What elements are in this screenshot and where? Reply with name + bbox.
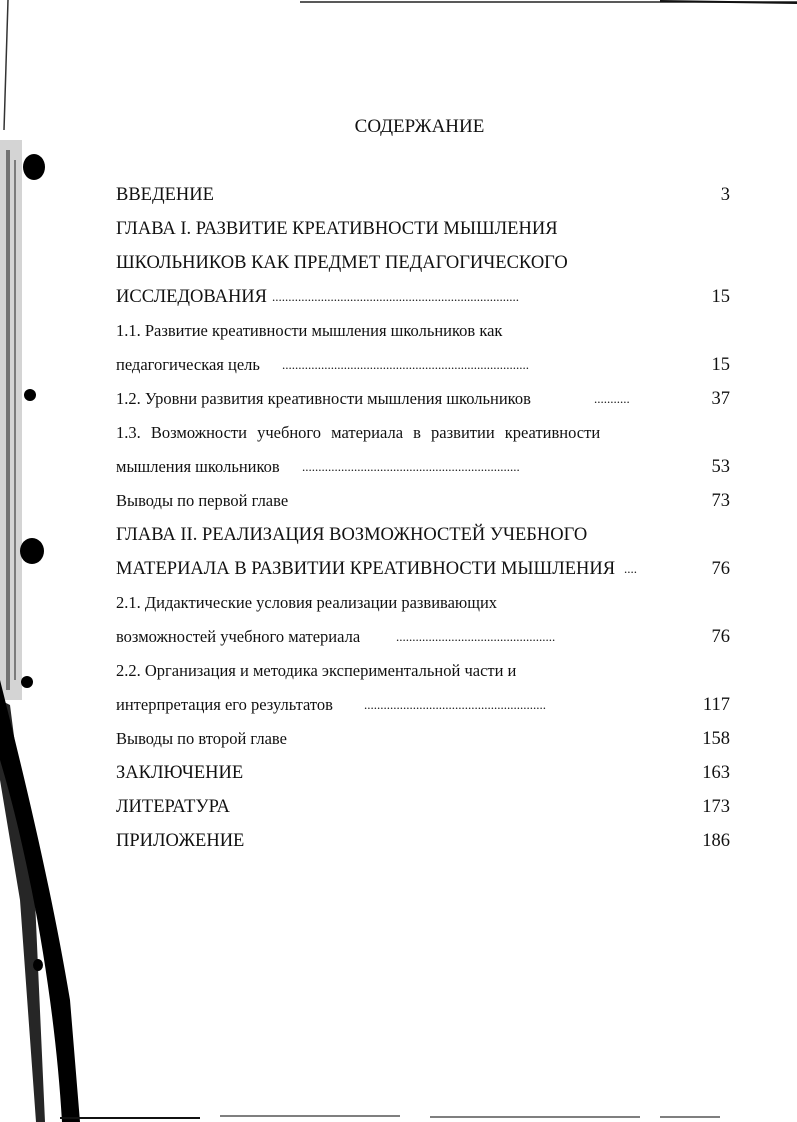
- toc-entry-page: 158: [702, 729, 730, 749]
- toc-entry: [116, 692, 730, 718]
- toc-entry-page: 53: [711, 457, 730, 477]
- toc-entry-page: 3: [720, 185, 730, 205]
- toc-entry-leader: ............................................................................: [282, 357, 529, 372]
- toc-entry: [116, 488, 730, 514]
- toc-entry-text: 2.2. Организация и методика экспериментальной части и: [116, 661, 517, 680]
- toc-entry-leader: ........................................................: [364, 697, 546, 712]
- toc-entry-text: ГЛАВА I. РАЗВИТИЕ КРЕАТИВНОСТИ МЫШЛЕНИЯ: [116, 219, 558, 239]
- toc-entry: [116, 590, 730, 616]
- toc-entry-page: 73: [711, 491, 730, 511]
- toc-entry-text: мышления школьников: [116, 457, 280, 476]
- toc-entry-text: Выводы по второй главе: [116, 729, 287, 748]
- toc-entry-page: 37: [711, 389, 730, 409]
- toc-entry-page: 173: [702, 797, 730, 817]
- toc-entry-leader: .................................................: [396, 629, 556, 644]
- toc-entry: [116, 352, 730, 378]
- toc-entry-leader: ....: [624, 561, 637, 576]
- toc-entry-text: ШКОЛЬНИКОВ КАК ПРЕДМЕТ ПЕДАГОГИЧЕСКОГО: [116, 253, 568, 273]
- toc-entry: [116, 522, 730, 548]
- toc-title: СОДЕРЖАНИЕ: [354, 116, 485, 137]
- toc-entry: [116, 828, 730, 854]
- toc-entry-text: ПРИЛОЖЕНИЕ: [116, 831, 245, 851]
- toc-entry: [116, 386, 730, 412]
- toc-entry: [116, 760, 730, 786]
- toc-entry-text: ГЛАВА II. РЕАЛИЗАЦИЯ ВОЗМОЖНОСТЕЙ УЧЕБНОГО: [116, 525, 588, 545]
- toc-entry-text: МАТЕРИАЛА В РАЗВИТИИ КРЕАТИВНОСТИ МЫШЛЕНИЯ: [116, 559, 616, 579]
- toc-entry-page: 76: [711, 627, 730, 647]
- toc-entry-leader: ...................................................................: [302, 459, 520, 474]
- toc-entry-text: возможностей учебного материала: [116, 627, 361, 646]
- toc-entry: [116, 658, 730, 684]
- toc-entry-leader: ...........: [594, 391, 630, 406]
- toc-entry-page: 163: [702, 763, 730, 783]
- toc-entry: [116, 624, 730, 650]
- toc-entry: [116, 250, 730, 276]
- toc-entry-text: ЛИТЕРАТУРА: [116, 797, 230, 817]
- toc-entry: [116, 556, 730, 582]
- toc-entry-text: педагогическая цель: [116, 355, 260, 374]
- toc-entry-page: 186: [702, 831, 730, 851]
- toc-entry: [116, 182, 730, 208]
- toc-entry-text: ИССЛЕДОВАНИЯ: [116, 287, 267, 307]
- toc-entry-text: ЗАКЛЮЧЕНИЕ: [116, 763, 244, 783]
- toc-entry-page: 15: [711, 287, 730, 307]
- toc-entry: [116, 284, 730, 310]
- toc-entry-text: 2.1. Дидактические условия реализации развивающих: [116, 593, 498, 612]
- toc-entry: [116, 318, 730, 344]
- toc-entry-page: 15: [711, 355, 730, 375]
- toc-entry: [116, 794, 730, 820]
- toc-entry-page: 117: [702, 695, 730, 715]
- toc-entry-text: ВВЕДЕНИЕ: [116, 185, 214, 205]
- toc-entry-text: интерпретация его результатов: [116, 695, 333, 714]
- toc-entry-leader: ............................................................................: [272, 289, 519, 304]
- toc-entry-text: Выводы по первой главе: [116, 491, 289, 510]
- toc-entry: [116, 420, 730, 446]
- toc-entry: [116, 726, 730, 752]
- toc-entry-text: 1.3. Возможности учебного материала в развитии креативности: [116, 423, 601, 442]
- toc-entry: [116, 454, 730, 480]
- toc-entry: [116, 216, 730, 242]
- toc-entry-page: 76: [711, 559, 730, 579]
- toc-entry-text: 1.1. Развитие креативности мышления школьников как: [116, 321, 503, 340]
- toc-entry-text: 1.2. Уровни развития креативности мышления школьников: [116, 389, 531, 408]
